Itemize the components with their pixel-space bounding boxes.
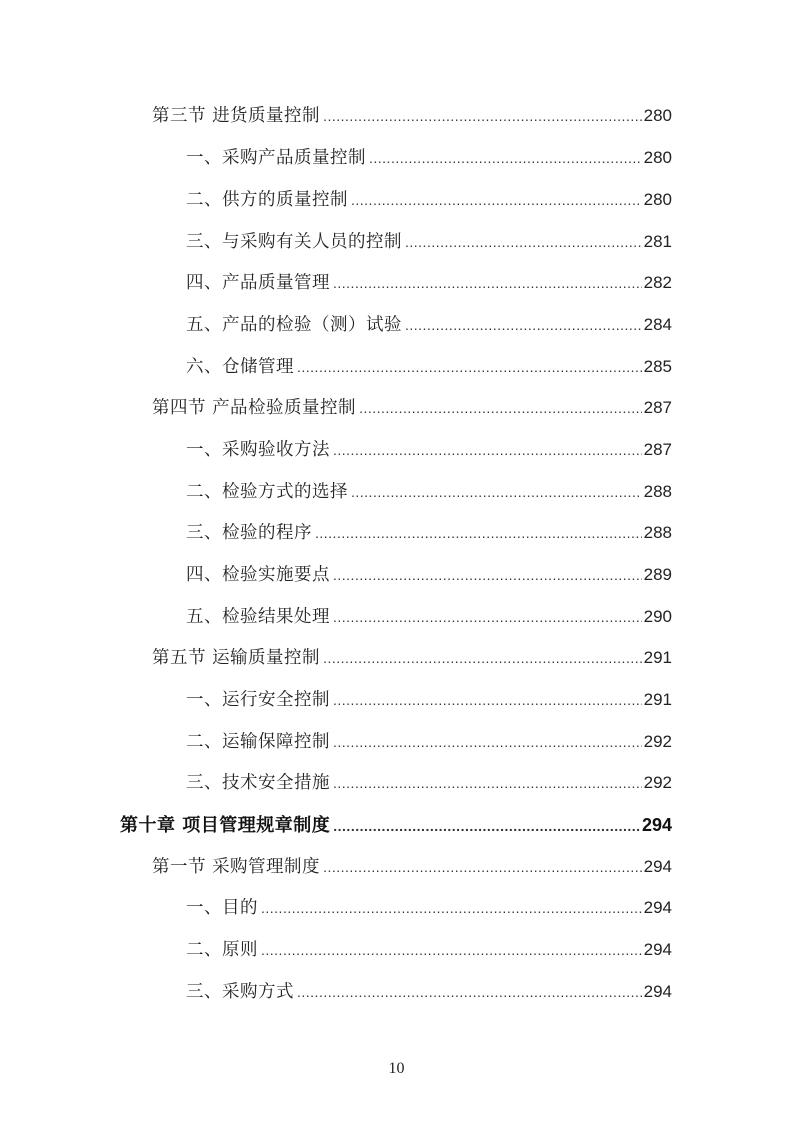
toc-entry[interactable] <box>152 644 672 672</box>
toc-entry-title: 三、与采购有关人员的控制 <box>186 232 402 252</box>
toc-dot-leader <box>333 769 642 797</box>
toc-entry-title: 五、产品的检验（测）试验 <box>186 315 402 335</box>
toc-dot-leader <box>261 936 642 964</box>
toc-entry[interactable] <box>186 561 672 589</box>
toc-entry-title: 四、检验实施要点 <box>186 565 330 585</box>
toc-page-number: 294 <box>641 815 672 835</box>
toc-page-number: 280 <box>643 148 672 167</box>
toc-entry-title: 三、检验的程序 <box>186 523 312 543</box>
toc-entry[interactable] <box>186 436 672 464</box>
toc-entry[interactable] <box>186 936 672 964</box>
footer-page-number: 10 <box>388 1060 405 1077</box>
toc-page-number: 294 <box>643 857 672 876</box>
toc-entry-title: 一、采购产品质量控制 <box>186 148 366 168</box>
toc-entry-title: 二、检验方式的选择 <box>186 482 348 502</box>
toc-entry-title: 第一节 采购管理制度 <box>152 857 321 877</box>
toc-dot-leader <box>333 686 642 714</box>
toc-page-number: 287 <box>643 440 672 459</box>
toc-page-number: 287 <box>643 398 672 417</box>
toc-dot-leader <box>297 353 642 381</box>
toc-entry[interactable] <box>152 394 672 422</box>
toc-entry[interactable] <box>186 769 672 797</box>
toc-entry[interactable] <box>186 144 672 172</box>
toc-dot-leader <box>369 144 642 172</box>
toc-page-number: 294 <box>643 940 672 959</box>
toc-page-number: 281 <box>643 232 672 251</box>
toc-page-number: 282 <box>643 273 672 292</box>
toc-dot-leader <box>323 853 642 881</box>
toc-entry-title: 一、采购验收方法 <box>186 440 330 460</box>
toc-entry[interactable] <box>186 269 672 297</box>
toc-entry[interactable] <box>186 478 672 506</box>
toc-dot-leader <box>333 561 642 589</box>
toc-chapter-entry[interactable] <box>120 811 672 839</box>
toc-dot-leader <box>333 269 642 297</box>
toc-page-number: 285 <box>643 357 672 376</box>
toc-dot-leader <box>315 519 642 547</box>
toc-entry-title: 二、运输保障控制 <box>186 732 330 752</box>
toc-entry-title: 一、目的 <box>186 898 258 918</box>
toc-dot-leader <box>323 644 642 672</box>
toc-entry-title: 四、产品质量管理 <box>186 273 330 293</box>
toc-entry[interactable] <box>186 353 672 381</box>
toc-entry[interactable] <box>186 311 672 339</box>
toc-dot-leader <box>333 603 642 631</box>
toc-entry-title: 第三节 进货质量控制 <box>152 106 321 126</box>
toc-entry-title: 第五节 运输质量控制 <box>152 648 321 668</box>
toc-page-number: 294 <box>643 898 672 917</box>
toc-page-number: 290 <box>643 607 672 626</box>
toc-entry-title: 三、技术安全措施 <box>186 773 330 793</box>
toc-entry[interactable] <box>152 102 672 130</box>
toc-entry[interactable] <box>186 978 672 1006</box>
toc-entry[interactable] <box>186 228 672 256</box>
toc-page-number: 292 <box>643 773 672 792</box>
toc-dot-leader <box>405 228 642 256</box>
toc-page-number: 294 <box>643 982 672 1001</box>
toc-page-number: 284 <box>643 315 672 334</box>
toc-entry[interactable] <box>186 686 672 714</box>
toc-entry[interactable] <box>152 853 672 881</box>
toc-entry-title: 第四节 产品检验质量控制 <box>152 398 357 418</box>
toc-dot-leader <box>333 812 640 840</box>
toc-entry-title: 六、仓储管理 <box>186 357 294 377</box>
toc-chapter-title: 第十章 项目管理规章制度 <box>120 815 331 836</box>
toc-page-number: 280 <box>643 190 672 209</box>
toc-page-number: 291 <box>643 648 672 667</box>
toc-page-number: 292 <box>643 732 672 751</box>
toc-entry-title: 三、采购方式 <box>186 982 294 1002</box>
toc-page-number: 280 <box>643 106 672 125</box>
toc-entry[interactable] <box>186 186 672 214</box>
toc-dot-leader <box>351 478 642 506</box>
toc-entry[interactable] <box>186 894 672 922</box>
toc-page-number: 289 <box>643 565 672 584</box>
toc-entry-title: 二、原则 <box>186 940 258 960</box>
toc-entry[interactable] <box>186 519 672 547</box>
toc-dot-leader <box>323 102 642 130</box>
toc-dot-leader <box>297 978 642 1006</box>
toc-dot-leader <box>405 311 642 339</box>
toc-entry-title: 一、运行安全控制 <box>186 690 330 710</box>
toc-dot-leader <box>333 728 642 756</box>
toc-entry[interactable] <box>186 603 672 631</box>
toc-entry-title: 五、检验结果处理 <box>186 607 330 627</box>
toc-page-number: 288 <box>643 482 672 501</box>
toc-page-number: 291 <box>643 690 672 709</box>
toc-dot-leader <box>351 186 642 214</box>
toc-page-number: 288 <box>643 523 672 542</box>
toc-dot-leader <box>359 394 642 422</box>
toc-entry-title: 二、供方的质量控制 <box>186 190 348 210</box>
toc-dot-leader <box>333 436 642 464</box>
toc-entry[interactable] <box>186 728 672 756</box>
toc-dot-leader <box>261 894 642 922</box>
